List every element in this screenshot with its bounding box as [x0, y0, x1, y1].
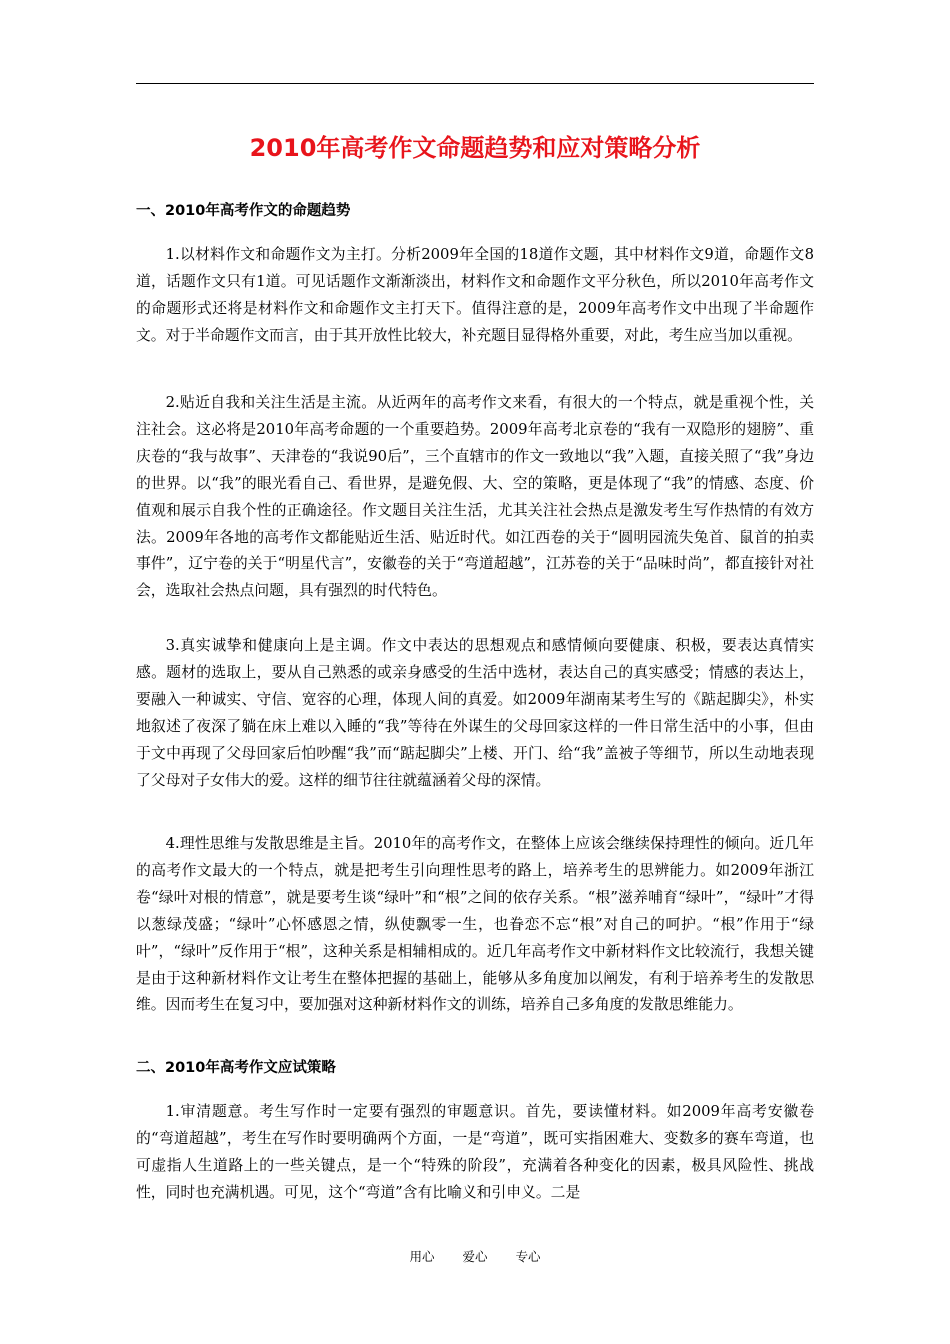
page-footer: 用心 爱心 专心 — [409, 1249, 541, 1264]
section-heading-trends: 一、2010年高考作文的命题趋势 — [136, 203, 351, 219]
paragraph-trend-2: 2.贴近自我和关注生活是主流。从近两年的高考作文来看，有很大的一个特点，就是重视个性，关注社会。这必将是2010年高考命题的一个重要趋势。2009年高考北京卷的“我有一双隐形的翅膀”、重庆卷的“我与故事”、天津卷的“我说90后”，三个直辖市的作文一致地以“我”入题，直接关照了“我”身边的世界。以“我”的眼光看自己、看世界，是避免假、大、空的策略，更是体现了“我”的情感、态度、价值观和展示自我个性的正确途径。作文题目关注生活，尤其关注社会热点是激发考生写作热情的有效方法。2009年各地的高考作文都能贴近生活、贴近时代。如江西卷的关于“圆明园流失兔首、鼠首的拍卖事件”，辽宁卷的关于“明星代言”，安徽卷的关于“弯道超越”，江苏卷的关于“品味时尚”，都直接针对社会，选取社会热点问题，具有强烈的时代特色。 — [136, 394, 814, 600]
paragraph-strategy-1: 1.审清题意。考生写作时一定要有强烈的审题意识。首先，要读懂材料。如2009年高考安徽卷的“弯道超越”，考生在写作时要明确两个方面，一是“弯道”，既可实指困难大、变数多的赛车弯道，也可虚指人生道路上的一些关键点，是一个“特殊的阶段”，充满着各种变化的因素，极具风险性、挑战性，同时也充满机遇。可见，这个“弯道”含有比喻义和引申义。二是 — [136, 1103, 814, 1201]
header-rule — [136, 83, 814, 84]
section-heading-strategies: 二、2010年高考作文应试策略 — [136, 1060, 336, 1076]
paragraph-trend-4: 4.理性思维与发散思维是主旨。2010年的高考作文，在整体上应该会继续保持理性的倾向。近几年的高考作文最大的一个特点，就是把考生引向理性思考的路上，培养考生的思辨能力。如2009年浙江卷“绿叶对根的情意”，就是要考生谈“绿叶”和“根”之间的依存关系。“根”滋养哺育“绿叶”，“绿叶”才得以葱绿茂盛；“绿叶”心怀感恩之情，纵使飘零一生，也眷恋不忘“根”对自己的呵护。“根”作用于“绿叶”，“绿叶”反作用于“根”，这种关系是相辅相成的。近几年高考作文中新材料作文比较流行，我想关键是由于这种新材料作文让考生在整体把握的基础上，能够从多角度加以阐发，有利于培养考生的发散思维。因而考生在复习中，要加强对这种新材料作文的训练，培养自己多角度的发散思维能力。 — [136, 835, 814, 1014]
paragraph-trend-1: 1.以材料作文和命题作文为主打。分析2009年全国的18道作文题，其中材料作文9道，命题作文8道，话题作文只有1道。可见话题作文渐渐淡出，材料作文和命题作文平分秋色，所以2010年高考作文的命题形式还将是材料作文和命题作文主打天下。值得注意的是，2009年高考作文中出现了半命题作文。对于半命题作文而言，由于其开放性比较大，补充题目显得格外重要，对此，考生应当加以重视。 — [136, 246, 814, 344]
document-title: 2010年高考作文命题趋势和应对策略分析 — [249, 134, 701, 162]
paragraph-trend-3: 3.真实诚挚和健康向上是主调。作文中表达的思想观点和感情倾向要健康、积极，要表达真情实感。题材的选取上，要从自己熟悉的或亲身感受的生活中选材，表达自己的真实感受；情感的表达上，要融入一种诚实、守信、宽容的心理，体现人间的真爱。如2009年湖南某考生写的《踮起脚尖》，朴实地叙述了夜深了躺在床上难以入睡的“我”等待在外谋生的父母回家这样的一件日常生活中的小事，但由于文中再现了父母回家后怕吵醒“我”而“踮起脚尖”上楼、开门、给“我”盖被子等细节，所以生动地表现了父母对子女伟大的爱。这样的细节往往就蕴涵着父母的深情。 — [136, 637, 814, 789]
